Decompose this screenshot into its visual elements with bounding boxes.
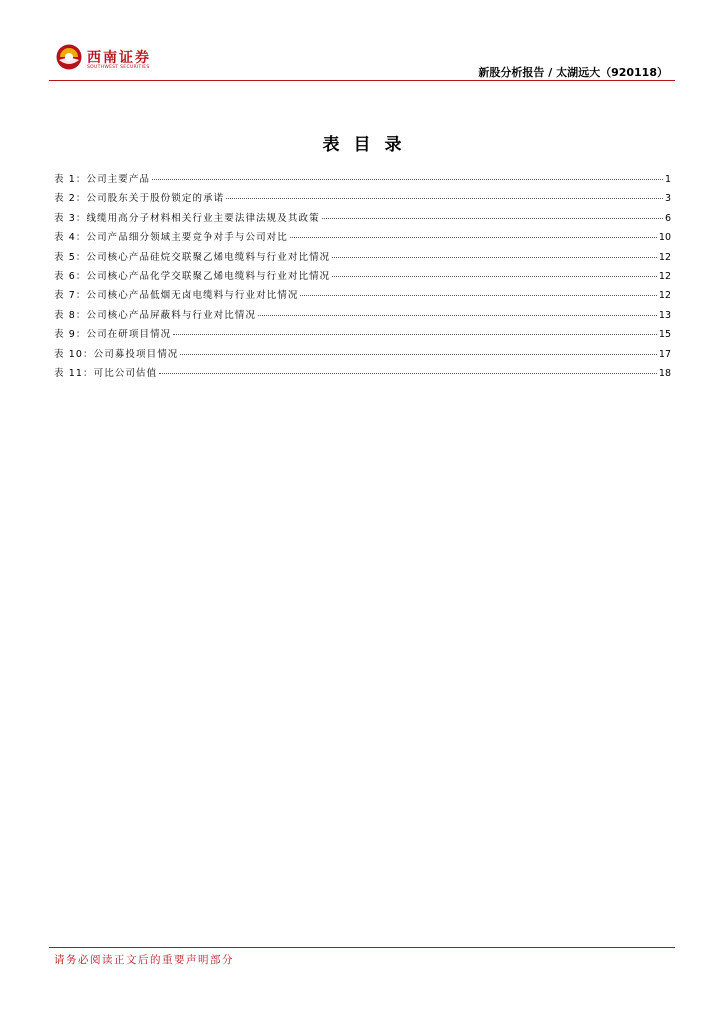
toc-entry[interactable]: [54, 190, 671, 209]
toc-entry-label: 表 3：线缆用高分子材料相关行业主要法律法规及其政策: [54, 212, 320, 224]
toc-entry-page: 18: [658, 367, 671, 379]
disclaimer-note: 请务必阅读正文后的重要声明部分: [54, 954, 234, 966]
toc-entry-label: 表 1：公司主要产品: [54, 174, 151, 185]
header-divider: [49, 80, 675, 81]
logo-text-cn: 西南证券: [87, 50, 151, 66]
toc-entry-page: 13: [658, 309, 671, 321]
toc-leader: [159, 373, 657, 374]
toc-entry-page: 1: [664, 174, 671, 185]
toc-entry-label: 表 8：公司核心产品屏蔽料与行业对比情况: [54, 309, 257, 321]
toc-leader: [152, 179, 663, 180]
toc-leader: [290, 237, 657, 238]
toc-entry-page: 3: [664, 193, 671, 205]
toc-entry[interactable]: [54, 249, 671, 268]
toc-entry-label: 表 6：公司核心产品化学交联聚乙烯电缆料与行业对比情况: [54, 270, 331, 282]
toc-entry-label: 表 10：公司募投项目情况: [54, 348, 179, 360]
toc-entry-page: 12: [658, 251, 671, 263]
toc-entry-page: 12: [658, 290, 671, 302]
toc-entry-label: 表 7：公司核心产品低烟无卤电缆料与行业对比情况: [54, 290, 299, 302]
report-title: 新股分析报告 / 太湖远大（920118）: [478, 66, 668, 79]
toc-entry-label: 表 11：可比公司估值: [54, 367, 158, 379]
toc-entry[interactable]: [54, 229, 671, 248]
toc-entry[interactable]: [54, 287, 671, 306]
toc-entry[interactable]: [54, 171, 671, 190]
toc-entry-page: 6: [664, 212, 671, 224]
toc-leader: [332, 276, 657, 277]
toc-entry-page: 15: [658, 329, 671, 341]
toc-leader: [226, 198, 663, 199]
toc-entry[interactable]: [54, 210, 671, 229]
logo-text-en: SOUTHWEST SECURITIES: [87, 65, 150, 70]
toc-entry-label: 表 9：公司在研项目情况: [54, 329, 172, 341]
logo-mark-icon: [56, 44, 82, 70]
toc-leader: [322, 218, 663, 219]
toc-leader: [173, 334, 657, 335]
footer-divider: [49, 947, 675, 948]
toc-entry[interactable]: [54, 326, 671, 345]
toc-entry-page: 12: [658, 270, 671, 282]
toc-entry[interactable]: [54, 307, 671, 326]
toc-leader: [300, 295, 656, 296]
page-title: 表目录: [322, 135, 416, 155]
toc-entry[interactable]: [54, 365, 671, 384]
toc-entry-label: 表 4：公司产品细分领域主要竞争对手与公司对比: [54, 232, 288, 244]
toc-leader: [332, 257, 657, 258]
table-of-contents: [54, 171, 671, 384]
toc-leader: [180, 354, 656, 355]
toc-entry-label: 表 5：公司核心产品硅烷交联聚乙烯电缆料与行业对比情况: [54, 251, 331, 263]
toc-entry-label: 表 2：公司股东关于股份锁定的承诺: [54, 193, 225, 205]
toc-entry-page: 17: [658, 348, 671, 360]
toc-leader: [258, 315, 657, 316]
toc-entry[interactable]: [54, 268, 671, 287]
company-logo: [56, 44, 176, 74]
toc-entry[interactable]: [54, 346, 671, 365]
toc-entry-page: 10: [658, 232, 671, 244]
